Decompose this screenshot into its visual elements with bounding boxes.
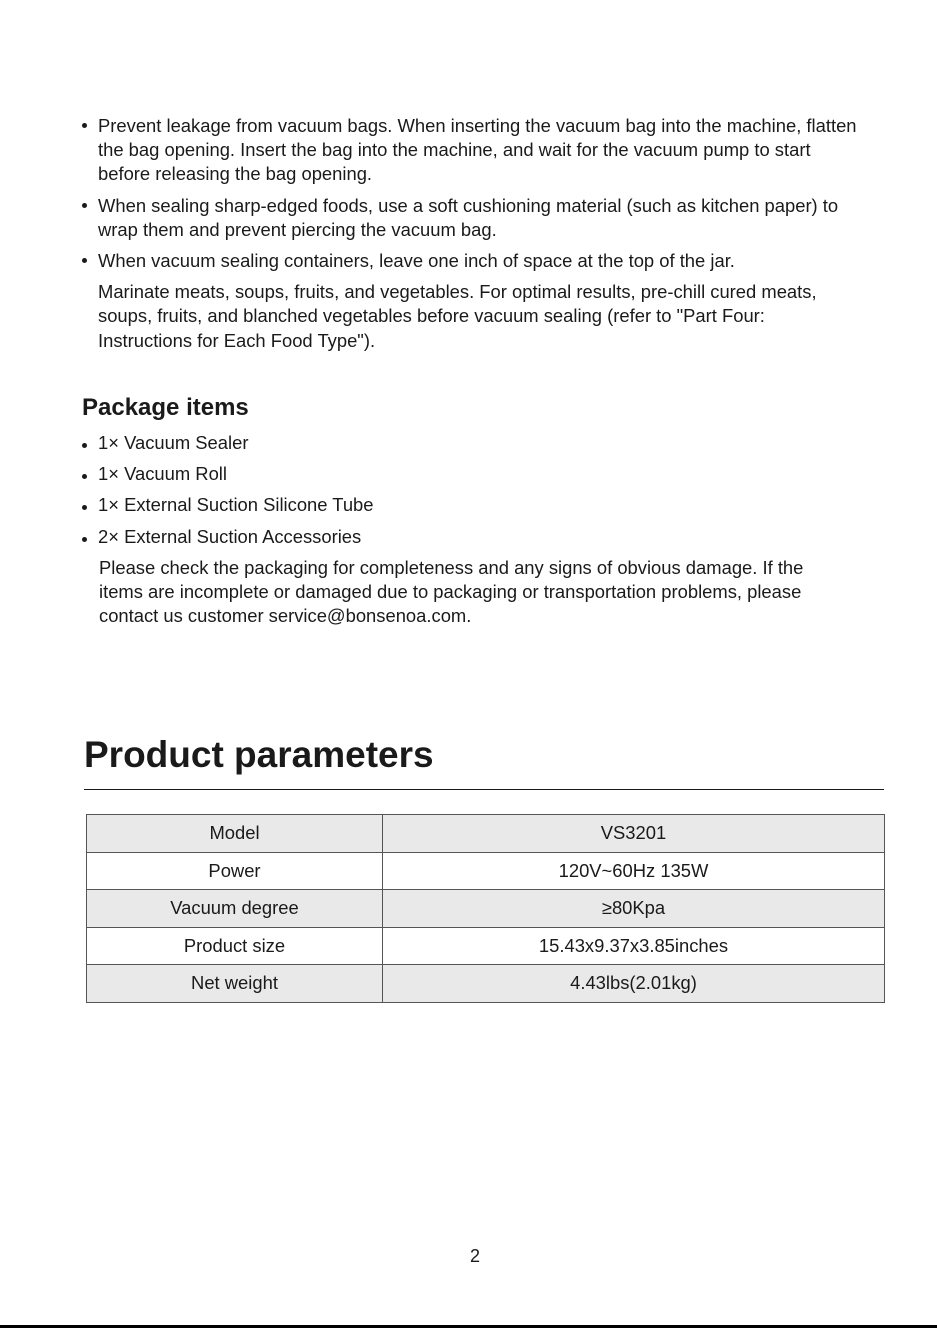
tip-item: Prevent leakage from vacuum bags. When inserting the vacuum bag into the machine, flatten the bag opening. Insert the bag into the machine, and wait for the vacuum pump to start before releasing the bag opening.: [82, 114, 862, 187]
tips-note: Marinate meats, soups, fruits, and vegetables. For optimal results, pre-chill cured meats, soups, fruits, and blanched vegetables before vacuum sealing (refer to "Part Four: Instructions for Each Food Type").: [98, 281, 817, 351]
tips-list: [82, 114, 862, 273]
param-value: 4.43lbs(2.01kg): [383, 965, 885, 1003]
package-items-heading: Package items: [82, 394, 249, 421]
param-label: Power: [87, 852, 383, 890]
package-section: [82, 431, 852, 628]
table-row: [87, 927, 885, 965]
param-value: 15.43x9.37x3.85inches: [383, 927, 885, 965]
table-row: [87, 965, 885, 1003]
tip-item: When sealing sharp-edged foods, use a soft cushioning material (such as kitchen paper) to wrap them and prevent piercing the vacuum bag.: [82, 194, 862, 242]
table-row: [87, 852, 885, 890]
heading-divider: [84, 789, 884, 790]
table-row: [87, 815, 885, 853]
tip-item: When vacuum sealing containers, leave one inch of space at the top of the jar.: [82, 249, 862, 273]
param-label: Net weight: [87, 965, 383, 1003]
package-item: 2× External Suction Accessories: [82, 525, 852, 549]
param-value: 120V~60Hz 135W: [383, 852, 885, 890]
param-label: Product size: [87, 927, 383, 965]
product-parameters-heading: Product parameters: [84, 734, 434, 775]
package-item: 1× External Suction Silicone Tube: [82, 493, 852, 517]
page-number: 2: [469, 1246, 480, 1266]
table-row: [87, 890, 885, 928]
package-note: Please check the packaging for completeness and any signs of obvious damage. If the items are incomplete or damaged due to packaging or transportation problems, please contact us customer service@bonsenoa.com.: [99, 556, 804, 627]
package-item: 1× Vacuum Roll: [82, 462, 852, 486]
param-value: VS3201: [383, 815, 885, 853]
package-list: [82, 431, 852, 549]
param-value: ≥80Kpa: [383, 890, 885, 928]
parameters-table: [86, 814, 885, 1003]
package-item: 1× Vacuum Sealer: [82, 431, 852, 455]
param-label: Model: [87, 815, 383, 853]
tips-section: [82, 114, 862, 353]
param-label: Vacuum degree: [87, 890, 383, 928]
